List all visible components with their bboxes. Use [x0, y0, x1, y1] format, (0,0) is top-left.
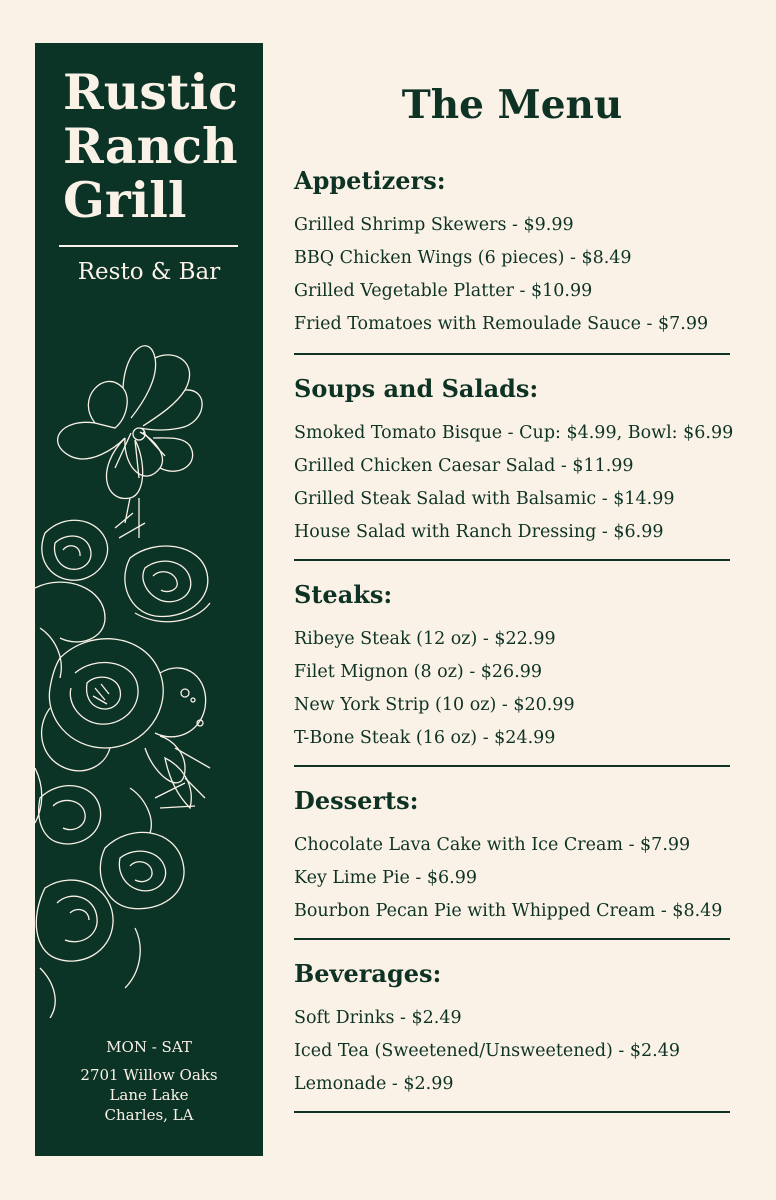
menu-item: Grilled Chicken Caesar Salad - $11.99	[294, 456, 634, 476]
section-heading: Beverages:	[294, 959, 442, 988]
menu-item: Key Lime Pie - $6.99	[294, 868, 478, 888]
menu-item: Smoked Tomato Bisque - Cup: $4.99, Bowl: $6.99	[294, 423, 734, 443]
menu-sections	[294, 161, 744, 1127]
menu-item: New York Strip (10 oz) - $20.99	[294, 695, 575, 715]
address: 2701 Willow Oaks Lane Lake Charles, LA	[80, 1066, 218, 1124]
menu-item: Filet Mignon (8 oz) - $26.99	[294, 662, 543, 682]
section-heading: Appetizers:	[294, 166, 446, 195]
menu-item: Bourbon Pecan Pie with Whipped Cream - $8.49	[294, 901, 723, 921]
restaurant-name-line: Rustic	[63, 63, 239, 121]
restaurant-name	[63, 65, 253, 227]
section-divider	[294, 765, 730, 767]
section-heading: Soups and Salads:	[294, 374, 539, 403]
peony-flower-icon	[42, 639, 206, 783]
menu-item: Lemonade - $2.99	[294, 1074, 454, 1094]
section-divider	[294, 559, 730, 561]
restaurant-name-line: Ranch	[63, 117, 238, 175]
item-list	[294, 1002, 744, 1101]
menu-item: Iced Tea (Sweetened/Unsweetened) - $2.49	[294, 1041, 680, 1061]
brand-divider	[59, 245, 238, 247]
menu-item: Chocolate Lava Cake with Ice Cream - $7.99	[294, 835, 691, 855]
section-divider	[294, 938, 730, 940]
opening-hours: MON - SAT	[106, 1038, 192, 1056]
menu-section-beverages	[294, 954, 744, 1113]
section-divider	[294, 353, 730, 355]
peony-flower-icon	[35, 498, 210, 642]
sidebar-footer	[35, 1037, 263, 1125]
menu-item: House Salad with Ranch Dressing - $6.99	[294, 522, 664, 542]
floral-illustration	[35, 328, 263, 1018]
menu-title: The Menu	[401, 82, 623, 128]
item-list	[294, 623, 744, 755]
menu-item: Grilled Vegetable Platter - $10.99	[294, 281, 593, 301]
menu-section-appetizers	[294, 161, 744, 355]
section-divider	[294, 1111, 730, 1113]
tagline: Resto & Bar	[77, 259, 221, 285]
section-heading: Steaks:	[294, 580, 393, 609]
restaurant-name-line: Grill	[63, 171, 187, 229]
menu-item: Grilled Steak Salad with Balsamic - $14.99	[294, 489, 675, 509]
section-heading: Desserts:	[294, 786, 419, 815]
lily-flower-icon	[58, 346, 203, 538]
item-list	[294, 209, 744, 341]
menu-section-soups-salads	[294, 369, 744, 561]
menu-item: Grilled Shrimp Skewers - $9.99	[294, 215, 574, 235]
menu-item: Soft Drinks - $2.49	[294, 1008, 462, 1028]
item-list	[294, 417, 744, 549]
menu-item: T-Bone Steak (16 oz) - $24.99	[294, 728, 556, 748]
peony-flower-icon	[36, 783, 195, 1018]
menu-section-steaks	[294, 575, 744, 767]
brand-sidebar	[35, 43, 263, 1156]
menu-item: Ribeye Steak (12 oz) - $22.99	[294, 629, 556, 649]
menu-section-desserts	[294, 781, 744, 940]
item-list	[294, 829, 744, 928]
menu-item: BBQ Chicken Wings (6 pieces) - $8.49	[294, 248, 632, 268]
menu-item: Fried Tomatoes with Remoulade Sauce - $7.99	[294, 314, 709, 334]
